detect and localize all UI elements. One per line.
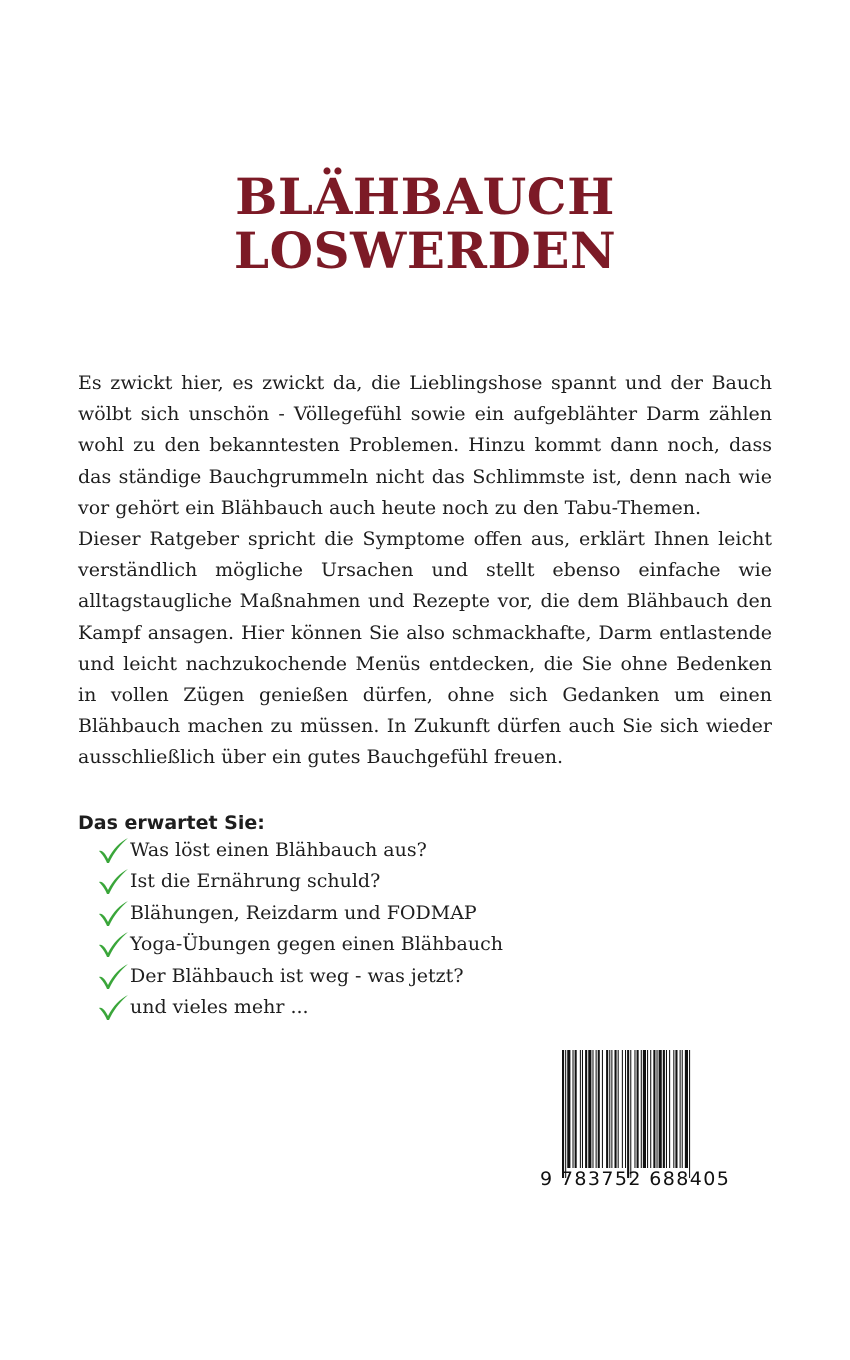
list-item <box>96 866 503 898</box>
barcode-bar <box>669 1050 670 1168</box>
check-icon <box>96 836 130 864</box>
barcode-bar <box>634 1050 635 1168</box>
barcode-bar <box>673 1050 674 1168</box>
blurb-paragraph-2: Dieser Ratgeber spricht die Symptome offen aus, erklärt Ihnen leicht verständlich mögliche Ursachen und stellt ebenso einfache wie alltagstaugliche Maßnahmen und Rezepte vor, die dem Blähbauch den Kampf ansagen. Hier können Sie also schmackhafte, Darm entlastende und leicht nachzukochende Menüs entdecken, die Sie ohne Bedenken in vollen Zügen genießen dürfen, ohne sich Gedanken um einen Blähbauch machen zu müssen. In Zukunft dürfen auch Sie sich wieder ausschließlich über ein gutes Bauchgefühl freuen. <box>78 528 772 769</box>
list-item-label: und vieles mehr ... <box>130 996 309 1019</box>
barcode-bar <box>567 1050 570 1168</box>
barcode-bars <box>558 1048 742 1178</box>
barcode-bar <box>618 1050 619 1168</box>
barcode-bar <box>666 1050 667 1168</box>
book-title <box>0 167 850 280</box>
barcode-bar <box>598 1050 600 1168</box>
barcode-bar <box>582 1050 583 1168</box>
barcode-bar <box>675 1050 677 1168</box>
blurb-text <box>78 368 772 774</box>
check-icon <box>96 899 130 927</box>
barcode-bar <box>615 1050 617 1168</box>
list-item-label: Ist die Ernährung schuld? <box>130 870 381 893</box>
barcode-bar <box>682 1050 683 1168</box>
list-item <box>96 929 503 961</box>
barcode-bar <box>596 1050 597 1168</box>
barcode-bar <box>562 1050 564 1178</box>
barcode-bar <box>602 1050 603 1168</box>
list-item <box>96 960 503 992</box>
barcode-bar <box>588 1050 591 1168</box>
barcode-bar <box>625 1050 626 1168</box>
barcode-bar <box>606 1050 608 1168</box>
barcode-bar <box>647 1050 648 1168</box>
barcode-bar <box>689 1050 690 1178</box>
barcode-bar <box>609 1050 610 1168</box>
list-item <box>96 834 503 866</box>
list-item <box>96 992 503 1024</box>
title-line-1: BLÄHBAUCH <box>235 167 615 226</box>
expectations-heading: Das erwartet Sie: <box>78 812 265 834</box>
barcode-bar <box>657 1050 658 1168</box>
list-item-label: Yoga-Übungen gegen einen Blähbauch <box>130 933 503 956</box>
check-icon <box>96 930 130 958</box>
list-item-label: Der Blähbauch ist weg - was jetzt? <box>130 964 464 987</box>
barcode-bar <box>663 1050 665 1168</box>
check-icon <box>96 867 130 895</box>
check-icon <box>96 962 130 990</box>
barcode-bar <box>585 1050 587 1168</box>
barcode-bar <box>565 1050 566 1178</box>
barcode-bar <box>627 1050 629 1178</box>
barcode-bar <box>685 1050 688 1168</box>
barcode-bar <box>611 1050 612 1168</box>
blurb-paragraph-1: Es zwickt hier, es zwickt da, die Lieblingshose spannt und der Bauch wölbt sich unschön - Völlegefühl sowie ein aufgeblähter Darm zählen wohl zu den bekanntesten Problemen. Hinzu kommt dann noch, dass das ständige Bauchgrummeln nicht das Schlimmste ist, denn nach wie vor gehört ein Blähbauch auch heute noch zu den Tabu-Themen. <box>78 372 772 519</box>
barcode-bar <box>592 1050 593 1168</box>
expectations-list <box>96 834 503 1023</box>
barcode-bar <box>622 1050 623 1168</box>
barcode-bar <box>630 1050 631 1178</box>
barcode-bar <box>580 1050 581 1168</box>
barcode-bar <box>641 1050 642 1168</box>
barcode-bar <box>643 1050 646 1168</box>
barcode-bar <box>653 1050 655 1168</box>
barcode-bar <box>575 1050 577 1168</box>
isbn-number: 9 783752 688405 <box>540 1168 731 1190</box>
barcode-bar <box>573 1050 574 1168</box>
list-item-label: Blähungen, Reizdarm und FODMAP <box>130 901 477 924</box>
barcode-bar <box>680 1050 681 1168</box>
list-item-label: Was löst einen Blähbauch aus? <box>130 838 427 861</box>
list-item <box>96 897 503 929</box>
check-icon <box>96 993 130 1021</box>
barcode-bar <box>659 1050 662 1168</box>
title-line-2: LOSWERDEN <box>233 221 617 280</box>
barcode-bar <box>637 1050 639 1168</box>
barcode-bar <box>650 1050 651 1168</box>
